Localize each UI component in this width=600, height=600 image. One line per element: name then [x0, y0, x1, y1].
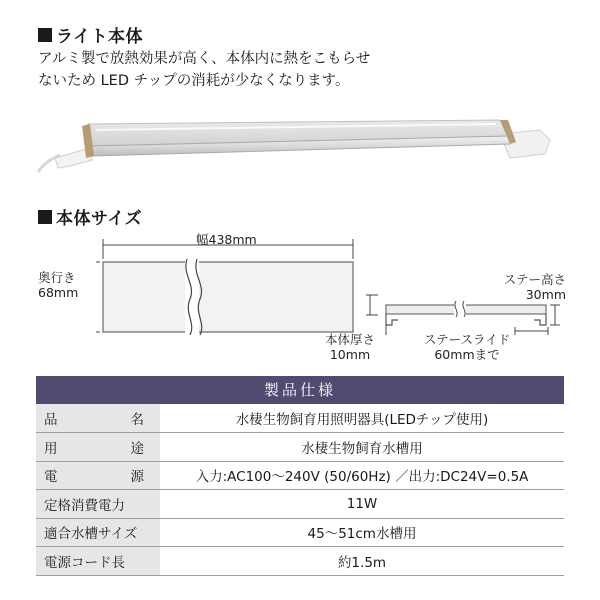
- spec-value: 11W: [160, 490, 564, 519]
- spec-table-header: 製品仕様: [36, 376, 564, 404]
- spec-row: [36, 518, 564, 547]
- spec-key: 適合水槽サイズ: [36, 518, 160, 547]
- section-title-text: 本体サイズ: [56, 209, 143, 229]
- led-light-product-image: [30, 110, 575, 200]
- heading-square-icon: [38, 210, 52, 224]
- width-label: 幅438mm: [196, 232, 257, 247]
- stay-height-line-1: ステー高さ: [503, 272, 566, 287]
- thickness-line-1: 本体厚さ: [324, 332, 375, 347]
- spec-value: 約1.5m: [160, 547, 564, 576]
- spec-key: 定格消費電力: [36, 490, 160, 519]
- spec-key-char: 途: [130, 440, 144, 457]
- spec-value: 水棲生物飼育用照明器具(LEDチップ使用): [160, 404, 564, 433]
- spec-value: 水棲生物飼育水槽用: [160, 433, 564, 462]
- depth-label: [38, 270, 78, 300]
- spec-row: [36, 404, 564, 433]
- section-title-text: ライト本体: [56, 27, 143, 47]
- spec-row: [36, 433, 564, 462]
- spec-key-char: 電: [44, 469, 58, 486]
- stay-height-label: [496, 272, 566, 302]
- spec-row: [36, 547, 564, 576]
- spec-key-char: 名: [130, 412, 144, 428]
- stay-slide-line-1: ステースライド: [423, 332, 511, 347]
- description-line-1: アルミ製で放熱効果が高く、本体内に熱をこもらせ: [38, 51, 371, 67]
- section-title-light-body: [38, 22, 143, 47]
- stay-slide-line-2: 60mmまで: [434, 347, 500, 362]
- thickness-label: [320, 332, 380, 362]
- spec-value: 入力:AC100～240V (50/60Hz) ／出力:DC24V=0.5A: [160, 461, 564, 490]
- spec-key: [36, 404, 160, 433]
- heading-square-icon: [38, 28, 52, 42]
- spec-key-char: 品: [44, 412, 58, 428]
- spec-key: [36, 461, 160, 490]
- spec-row: [36, 461, 564, 490]
- section-description: [38, 48, 578, 92]
- depth-label-line-1: 奥行き: [38, 270, 76, 285]
- description-line-2: ないため LED チップの消耗が少なくなります。: [38, 73, 350, 89]
- spec-value: 45～51cm水槽用: [160, 518, 564, 547]
- thickness-line-2: 10mm: [329, 347, 371, 362]
- spec-key-char: 用: [44, 440, 58, 457]
- spec-table: [36, 404, 564, 576]
- stay-slide-label: [412, 332, 522, 362]
- depth-label-line-2: 68mm: [38, 285, 79, 300]
- spec-key-char: 源: [130, 469, 144, 486]
- spec-key: 電源コード長: [36, 547, 160, 576]
- spec-key: [36, 433, 160, 462]
- stay-height-line-2: 30mm: [525, 287, 566, 302]
- spec-row: [36, 490, 564, 519]
